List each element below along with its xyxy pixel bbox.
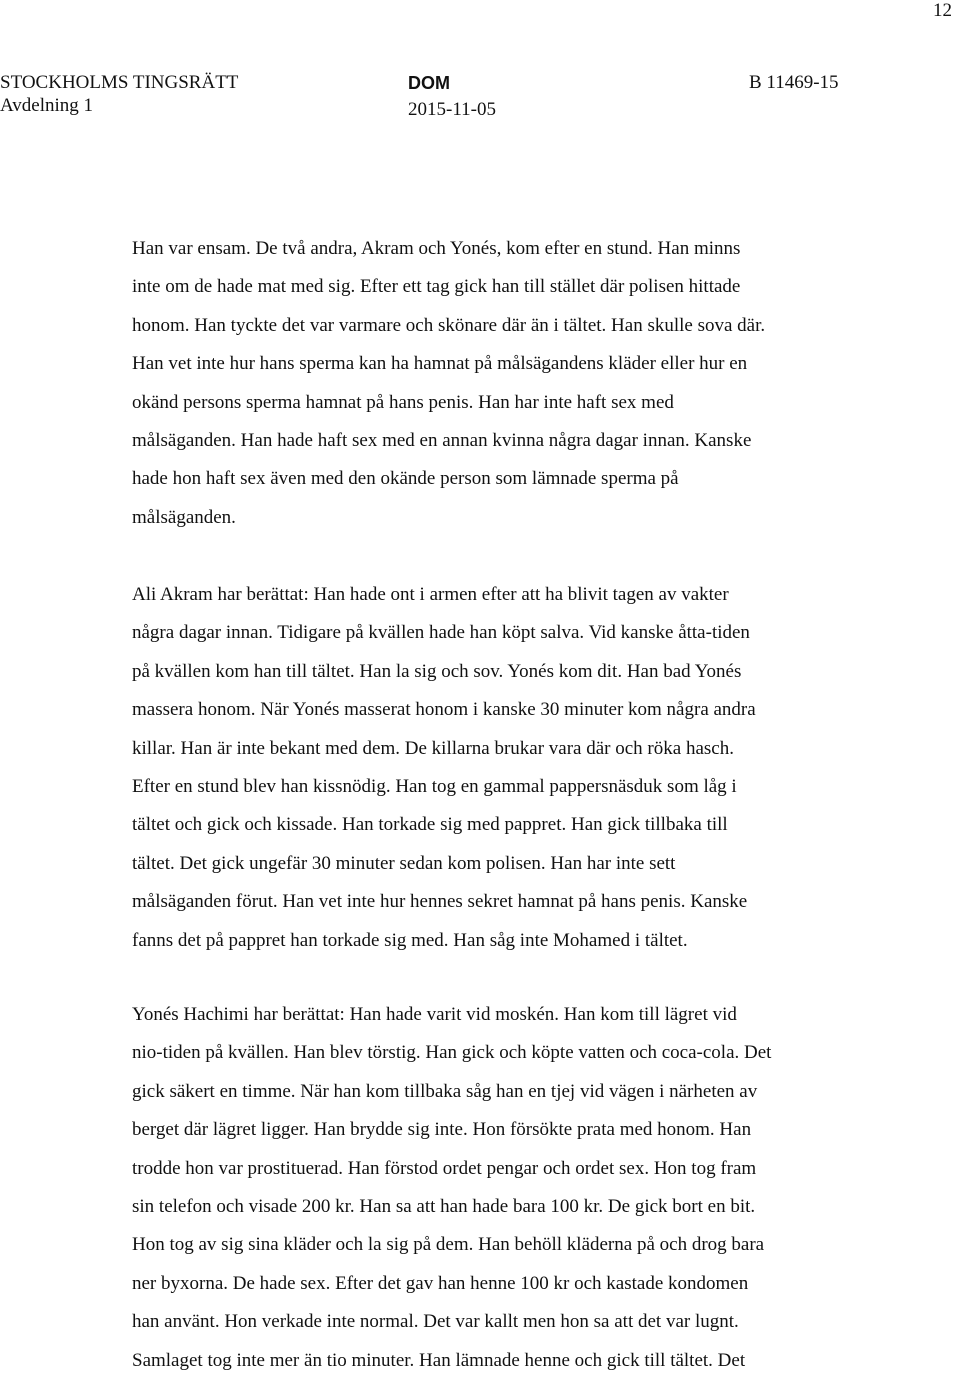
text-line: fanns det på pappret han torkade sig med. Han såg inte Mohamed i tältet.	[132, 929, 688, 951]
text-line: Hon tog av sig sina kläder och la sig på dem. Han behöll kläderna på och drog bara	[132, 1234, 765, 1256]
court-name: STOCKHOLMS TINGSRÄTT	[0, 72, 239, 93]
text-line: massera honom. När Yonés masserat honom i kanske 30 minuter kom några andra	[132, 699, 756, 721]
paragraph-yones-hachimi-statement	[132, 996, 892, 1380]
text-line: hade hon haft sex även med den okände person som lämnade sperma på	[132, 468, 679, 490]
document-date: 2015-11-05	[408, 99, 496, 120]
text-line: Han vet inte hur hans sperma kan ha hamnat på målsägandens kläder eller hur en	[132, 353, 748, 375]
text-line: ner byxorna. De hade sex. Efter det gav han henne 100 kr och kastade kondomen	[132, 1272, 749, 1294]
text-line: Ali Akram har berättat: Han hade ont i armen efter att ha blivit tagen av vakter	[132, 584, 729, 605]
text-line: inte om de hade mat med sig. Efter ett tag gick han till stället där polisen hittade	[132, 276, 741, 298]
text-line: Samlaget tog inte mer än tio minuter. Han lämnade henne och gick till tältet. Det	[132, 1349, 746, 1371]
paragraph-ali-akram-statement	[132, 576, 892, 960]
text-line: på kvällen kom han till tältet. Han la sig och sov. Yonés kom dit. Han bad Yonés	[132, 660, 742, 682]
text-line: tältet. Det gick ungefär 30 minuter sedan kom polisen. Han har inte sett	[132, 852, 676, 874]
text-line: trodde hon var prostituerad. Han förstod ordet pengar och ordet sex. Hon tog fram	[132, 1157, 757, 1179]
text-line: sin telefon och visade 200 kr. Han sa att han hade bara 100 kr. De gick bort en bit.	[132, 1195, 756, 1217]
text-line: några dagar innan. Tidigare på kvällen hade han köpt salva. Vid kanske åtta-tiden	[132, 622, 750, 644]
case-number: B 11469-15	[749, 72, 839, 93]
text-line: killar. Han är inte bekant med dem. De killarna brukar vara där och röka hasch.	[132, 737, 734, 759]
text-line: gick säkert en timme. När han kom tillbaka såg han en tjej vid vägen i närheten av	[132, 1080, 758, 1102]
text-line: målsäganden förut. Han vet inte hur hennes sekret hamnat på hans penis. Kanske	[132, 891, 748, 913]
text-line: målsäganden. Han hade haft sex med en annan kvinna några dagar innan. Kanske	[132, 429, 752, 451]
paragraph-defendant-statement	[132, 230, 892, 537]
court-division: Avdelning 1	[0, 95, 94, 116]
text-line: Yonés Hachimi har berättat: Han hade varit vid moskén. Han kom till lägret vid	[132, 1004, 737, 1025]
text-line: nio-tiden på kvällen. Han blev törstig. Han gick och köpte vatten och coca-cola. Det	[132, 1042, 772, 1064]
text-line: Efter en stund blev han kissnödig. Han tog en gammal pappersnäsduk som låg i	[132, 775, 737, 797]
text-line: tältet och gick och kissade. Han torkade sig med pappret. Han gick tillbaka till	[132, 814, 728, 836]
text-line: berget där lägret ligger. Han brydde sig inte. Hon försökte prata med honom. Han	[132, 1119, 752, 1141]
text-line: okänd persons sperma hamnat på hans penis. Han har inte haft sex med	[132, 391, 674, 413]
text-line: han använt. Hon verkade inte normal. Det var kallt men hon sa att det var lugnt.	[132, 1311, 739, 1333]
document-type: DOM	[408, 73, 450, 93]
text-line: Han var ensam. De två andra, Akram och Yonés, kom efter en stund. Han minns	[132, 238, 741, 259]
page-number: 12	[933, 0, 952, 21]
text-line: honom. Han tyckte det var varmare och skönare där än i tältet. Han skulle sova där.	[132, 314, 766, 336]
text-line: målsäganden.	[132, 506, 236, 528]
